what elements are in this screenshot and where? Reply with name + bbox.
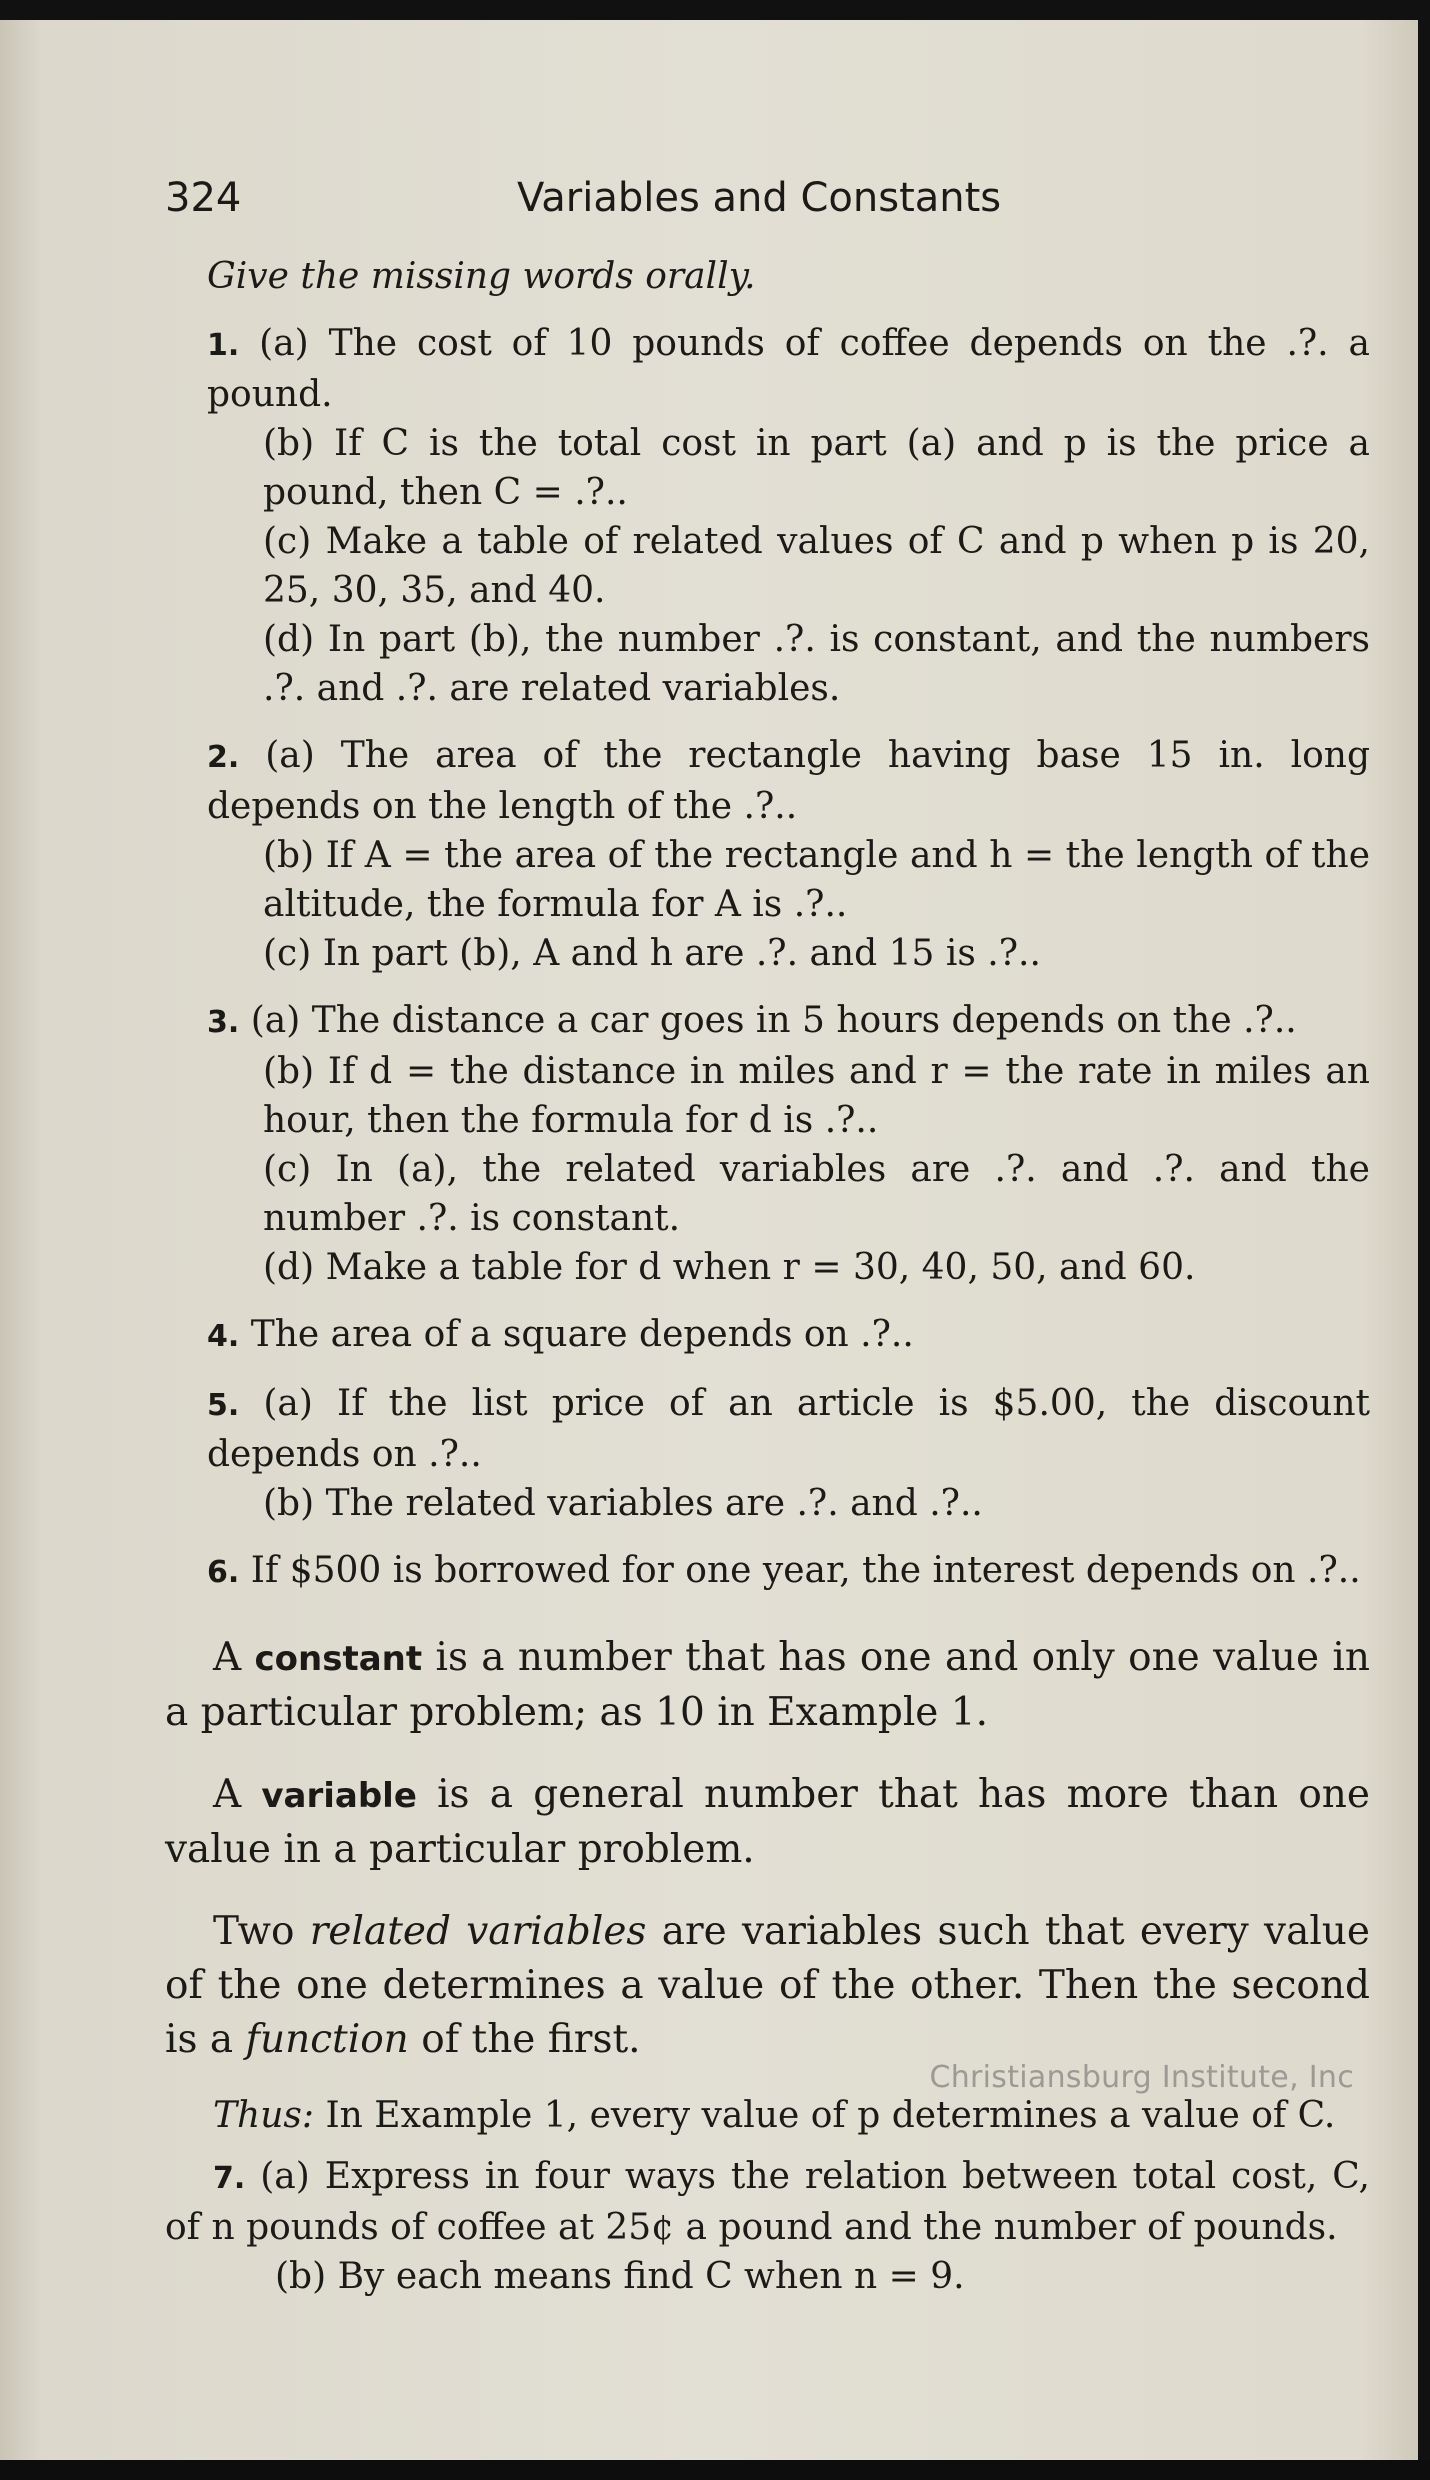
exercise-1b: (b) If C is the total cost in part (a) and p is the price a pound, then C = .?.. bbox=[263, 423, 1370, 513]
exercise-2 bbox=[165, 731, 1370, 978]
thus-note: Thus: In Example 1, every value of p determines a value of C. bbox=[213, 2095, 1336, 2136]
exercise-number: 2. bbox=[207, 740, 240, 775]
exercise-5a: (a) If the list price of an article is $5.00, the discount depends on .?.. bbox=[207, 1383, 1370, 1475]
page-content bbox=[165, 252, 1370, 2301]
exercise-2c: (c) In part (b), A and h are .?. and 15 is .?.. bbox=[263, 933, 1041, 974]
exercise-number: 3. bbox=[207, 1005, 240, 1040]
exercise-5 bbox=[165, 1379, 1370, 1528]
exercise-4-text: The area of a square depends on .?.. bbox=[250, 1314, 914, 1355]
exercise-7a: (a) Express in four ways the relation between total cost, C, of n pounds of coffee at 25¢ a pound and the number of pounds. bbox=[165, 2156, 1371, 2248]
exercise-1 bbox=[165, 319, 1370, 713]
exercise-3 bbox=[165, 996, 1370, 1292]
page-number: 324 bbox=[165, 175, 242, 221]
thus-label: Thus: bbox=[213, 2095, 314, 2136]
watermark: Christiansburg Institute, Inc bbox=[929, 2060, 1354, 2095]
term-related-variables: related variables bbox=[309, 1909, 647, 1954]
exercise-3a: (a) The distance a car goes in 5 hours depends on the .?.. bbox=[250, 1000, 1297, 1041]
term-constant: constant bbox=[254, 1639, 423, 1679]
exercise-3b: (b) If d = the distance in miles and r = the rate in miles an hour, then the formula for d is .?.. bbox=[263, 1051, 1370, 1141]
exercise-number: 5. bbox=[207, 1388, 240, 1423]
definition-related-variables: Two related variables are variables such that every value of the one determines a value of the other. Then the second is a function of the first. bbox=[165, 1909, 1370, 2062]
exercise-1c: (c) Make a table of related values of C and p when p is 20, 25, 30, 35, and 40. bbox=[263, 521, 1370, 611]
exercise-2b: (b) If A = the area of the rectangle and h = the length of the altitude, the formula for A is .?.. bbox=[263, 835, 1370, 925]
exercise-number: 7. bbox=[213, 2161, 246, 2196]
exercise-4 bbox=[165, 1310, 1370, 1361]
exercise-number: 1. bbox=[207, 328, 240, 363]
exercise-number: 6. bbox=[207, 1555, 240, 1590]
exercise-2a: (a) The area of the rectangle having base 15 in. long depends on the length of the .?.. bbox=[207, 735, 1370, 827]
chapter-title: Variables and Constants bbox=[517, 175, 1002, 221]
page-header bbox=[165, 175, 1025, 235]
scan-border bbox=[0, 2460, 1430, 2480]
exercise-1a: (a) The cost of 10 pounds of coffee depends on the .?. a pound. bbox=[207, 323, 1370, 415]
exercise-number: 4. bbox=[207, 1319, 240, 1354]
exercise-3c: (c) In (a), the related variables are .?. and .?. and the number .?. is constant. bbox=[263, 1149, 1370, 1239]
term-function: function bbox=[245, 2017, 409, 2062]
definition-constant: A constant is a number that has one and only one value in a particular problem; as 10 in Example 1. bbox=[165, 1635, 1370, 1735]
definition-variable: A variable is a general number that has more than one value in a particular problem. bbox=[165, 1772, 1370, 1872]
exercise-1d: (d) In part (b), the number .?. is constant, and the numbers .?. and .?. are related variables. bbox=[263, 619, 1370, 709]
exercise-6-text: If $500 is borrowed for one year, the interest depends on .?.. bbox=[250, 1550, 1361, 1591]
exercise-3d: (d) Make a table for d when r = 30, 40, 50, and 60. bbox=[263, 1247, 1196, 1288]
book-page bbox=[0, 20, 1418, 2460]
exercise-7b: (b) By each means find C when n = 9. bbox=[275, 2256, 965, 2297]
exercise-5b: (b) The related variables are .?. and .?.. bbox=[263, 1483, 983, 1524]
exercise-6 bbox=[165, 1546, 1370, 1597]
term-variable: variable bbox=[261, 1776, 417, 1816]
exercise-7 bbox=[165, 2152, 1370, 2301]
instructions: Give the missing words orally. bbox=[207, 256, 756, 297]
